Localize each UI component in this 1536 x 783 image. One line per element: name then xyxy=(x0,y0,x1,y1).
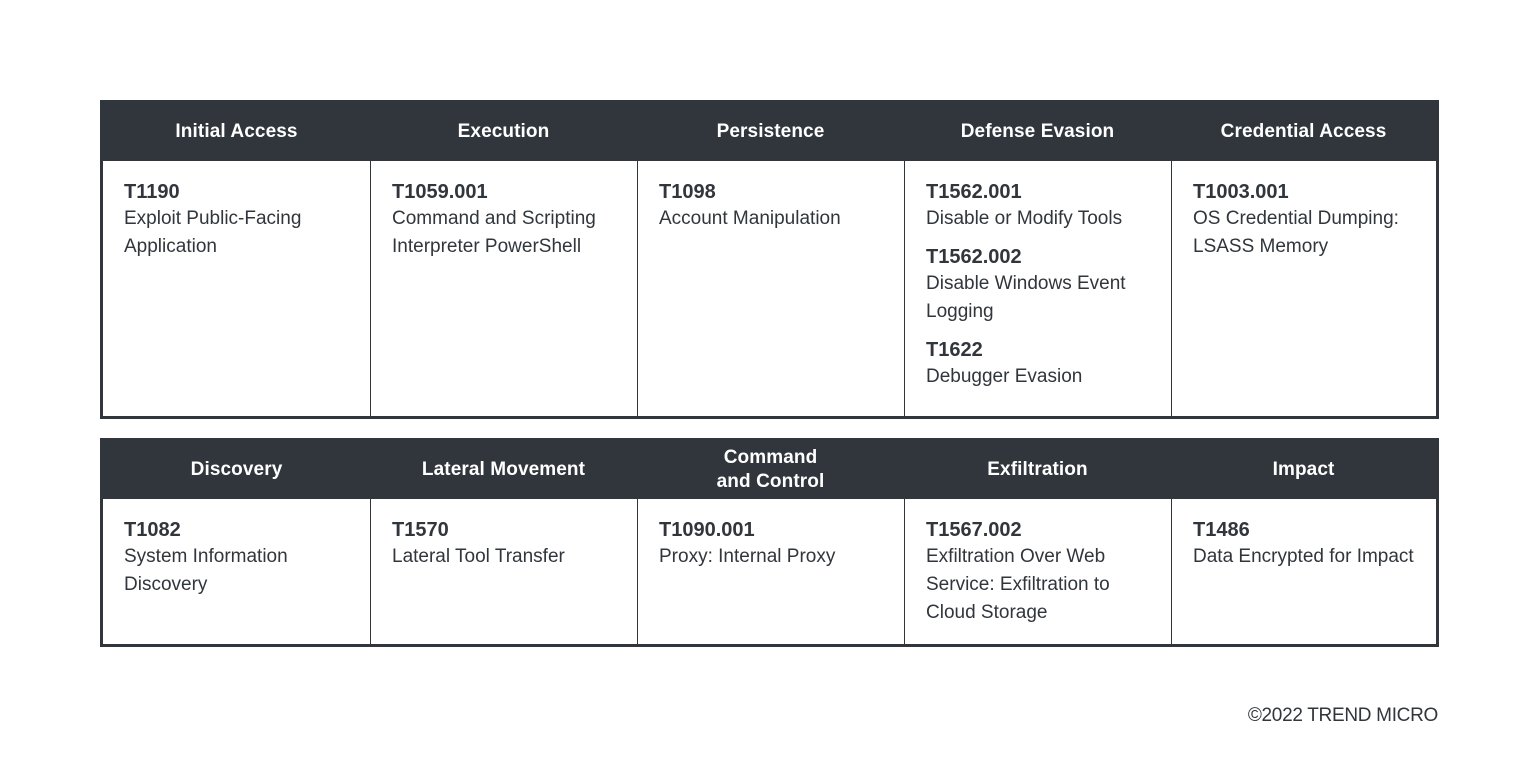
technique-id: T1059.001 xyxy=(392,181,488,203)
technique-name: Proxy: Internal Proxy xyxy=(659,546,836,567)
technique-entry xyxy=(1193,517,1426,571)
copyright-notice: ©2022 TREND MICRO xyxy=(1247,705,1438,726)
tactic-header-execution xyxy=(370,103,637,161)
tactic-cell-execution xyxy=(370,161,637,416)
tactic-header-persistence xyxy=(637,103,904,161)
tactic-header-command-and-control xyxy=(637,441,904,499)
technique-name: System Information Discovery xyxy=(124,546,288,595)
tactic-header-discovery xyxy=(103,441,370,499)
technique-entry xyxy=(926,337,1161,391)
technique-entry xyxy=(659,517,894,571)
tactic-cell-persistence xyxy=(637,161,904,416)
technique-entry xyxy=(926,179,1161,233)
tactic-header-label: Execution xyxy=(457,121,550,142)
technique-id: T1570 xyxy=(392,519,449,541)
technique-name: Exploit Public-Facing Application xyxy=(124,208,302,257)
technique-entry xyxy=(659,179,894,233)
technique-name: Data Encrypted for Impact xyxy=(1193,546,1414,567)
tactic-cell-defense-evasion xyxy=(904,161,1171,416)
technique-id: T1090.001 xyxy=(659,519,755,541)
tactic-header-label: Lateral Movement xyxy=(421,459,586,480)
tactic-header-credential-access xyxy=(1171,103,1436,161)
technique-id: T1003.001 xyxy=(1193,181,1289,203)
technique-id: T1486 xyxy=(1193,519,1250,541)
technique-entry xyxy=(926,517,1161,627)
tactic-header-label: Credential Access xyxy=(1220,121,1387,142)
technique-name: Disable or Modify Tools xyxy=(926,208,1123,229)
technique-id: T1098 xyxy=(659,181,716,203)
tactic-cell-exfiltration xyxy=(904,499,1171,644)
technique-entry xyxy=(124,517,360,599)
tactic-header-initial-access xyxy=(103,103,370,161)
tactic-header-label: Initial Access xyxy=(175,121,298,142)
technique-name: Command and Scripting Interpreter PowerShell xyxy=(392,208,596,257)
technique-id: T1562.002 xyxy=(926,246,1022,268)
tactic-header-label: Command and Control xyxy=(716,447,825,492)
tactic-header-label: Defense Evasion xyxy=(960,121,1115,142)
technique-id: T1567.002 xyxy=(926,519,1022,541)
technique-name: Exfiltration Over Web Service: Exfiltration to Cloud Storage xyxy=(926,546,1110,623)
technique-entry xyxy=(1193,179,1426,261)
tactic-header-label: Persistence xyxy=(716,121,825,142)
technique-name: Disable Windows Event Logging xyxy=(926,273,1126,322)
tactic-header-label: Discovery xyxy=(190,459,283,480)
technique-name: Lateral Tool Transfer xyxy=(392,546,565,567)
technique-name: Account Manipulation xyxy=(659,208,841,229)
tactic-cell-initial-access xyxy=(103,161,370,416)
technique-id: T1190 xyxy=(124,181,180,203)
tactic-cell-impact xyxy=(1171,499,1436,644)
tactic-cell-discovery xyxy=(103,499,370,644)
technique-id: T1562.001 xyxy=(926,181,1022,203)
tactic-header-label: Exfiltration xyxy=(987,459,1088,480)
tactic-cell-lateral-movement xyxy=(370,499,637,644)
tactic-header-exfiltration xyxy=(904,441,1171,499)
tactics-table-bottom xyxy=(100,438,1439,647)
technique-name: Debugger Evasion xyxy=(926,366,1083,387)
tactic-header-defense-evasion xyxy=(904,103,1171,161)
tactic-header-lateral-movement xyxy=(370,441,637,499)
technique-entry xyxy=(392,517,627,571)
technique-name: OS Credential Dumping: LSASS Memory xyxy=(1193,208,1399,257)
technique-entry xyxy=(926,244,1161,326)
tactics-table-top xyxy=(100,100,1439,419)
tactic-header-impact xyxy=(1171,441,1436,499)
technique-entry xyxy=(392,179,627,261)
technique-entry xyxy=(124,179,360,261)
tactic-cell-command-and-control xyxy=(637,499,904,644)
tactic-header-label: Impact xyxy=(1272,459,1335,480)
technique-id: T1082 xyxy=(124,519,181,541)
technique-id: T1622 xyxy=(926,339,983,361)
tactic-cell-credential-access xyxy=(1171,161,1436,416)
